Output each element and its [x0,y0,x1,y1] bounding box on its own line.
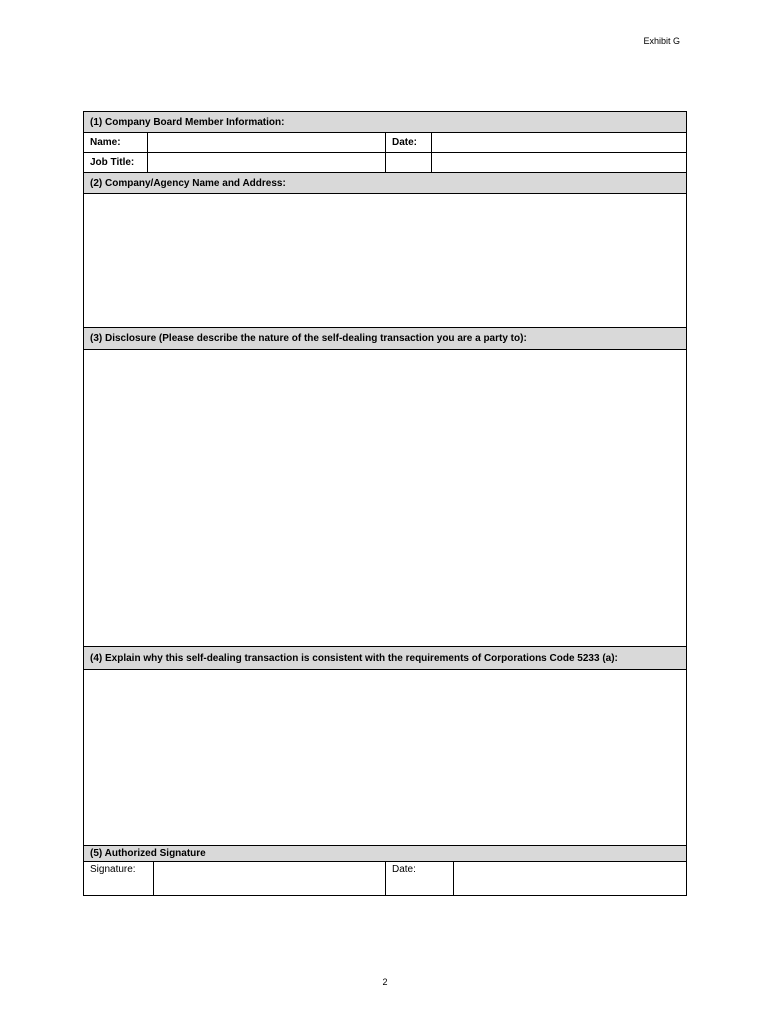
job-title-row [84,153,686,173]
disclosure-row [84,350,686,647]
company-address-row [84,194,686,328]
name-date-row [84,133,686,153]
job-title-label: Job Title: [84,153,148,172]
name-label: Name: [84,133,148,152]
section-5-title: (5) Authorized Signature [90,848,206,859]
job-title-spacer [386,153,432,172]
section-5-header [84,846,686,862]
job-title-extra-field[interactable] [432,153,686,172]
company-address-field[interactable] [84,194,686,327]
section-2-header [84,173,686,194]
explanation-field[interactable] [84,670,686,845]
date-field[interactable] [432,133,686,152]
explanation-row [84,670,686,846]
section-1-title: (1) Company Board Member Information: [90,116,285,128]
signature-date-label: Date: [386,862,454,895]
signature-date-field[interactable] [454,862,686,895]
job-title-field[interactable] [148,153,386,172]
name-field[interactable] [148,133,386,152]
disclosure-form [83,111,687,896]
exhibit-label: Exhibit G [643,36,680,46]
page-number: 2 [382,977,388,987]
signature-field[interactable] [154,862,386,895]
date-label: Date: [386,133,432,152]
section-1-header [84,112,686,133]
signature-label: Signature: [84,862,154,895]
disclosure-field[interactable] [84,350,686,646]
section-4-title: (4) Explain why this self-dealing transaction is consistent with the requirements of Corporations Code 5233 (a): [90,652,618,664]
section-3-title: (3) Disclosure (Please describe the nature of the self-dealing transaction you are a party to): [90,333,527,344]
section-3-header [84,328,686,350]
section-2-title: (2) Company/Agency Name and Address: [90,177,286,189]
signature-row [84,862,686,895]
section-4-header [84,647,686,670]
